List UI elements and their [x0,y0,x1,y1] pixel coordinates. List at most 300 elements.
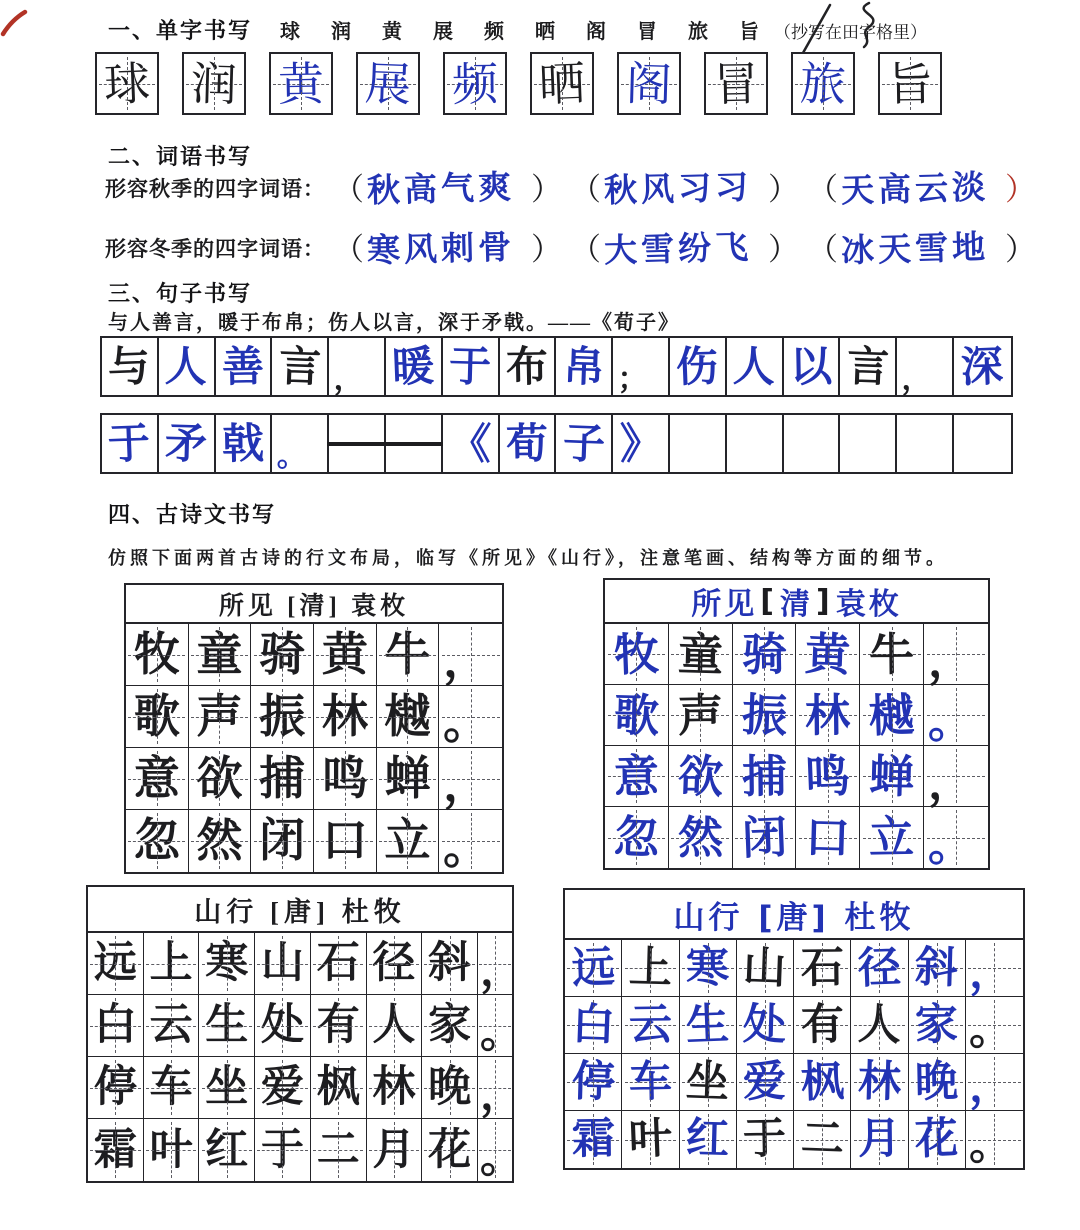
cell-character: 言 [277,340,322,392]
grid-cell [924,624,988,688]
grid-cell [478,1119,524,1183]
grid-cell [367,933,423,995]
cell-character: ， [480,948,524,996]
answer-group [333,163,562,210]
grid-cell [272,415,329,472]
cell-character: 荀 [505,418,549,468]
tian-cell [95,52,159,115]
grid-cell [840,338,897,395]
cell-character: 二 [799,1113,845,1165]
grid-cell [622,940,679,997]
word-row [105,158,1036,210]
grid-cell [954,415,1011,472]
tian-cell [182,52,246,115]
grid-cell [680,1054,737,1111]
cell-character: 石 [800,942,844,993]
grid-cell [966,997,1023,1054]
cell-character: 然 [196,815,243,866]
cell-character: 红 [685,1113,730,1165]
cell-character: 林 [805,688,851,742]
cell-character: 月 [372,1126,416,1174]
grid-cell [88,1057,144,1119]
cell-character: 欲 [676,748,724,804]
cell-character: 二 [316,1126,360,1174]
cell-character: 童 [196,628,243,680]
grid-cell [966,1111,1023,1171]
grid-cell [622,1054,679,1111]
word-row-label: 形容冬季的四字词语： [105,237,325,261]
cell-character: 霜 [571,1113,615,1165]
open-paren: （ [333,232,364,267]
grid-cell [737,1054,794,1111]
cell-character: 晚 [428,1064,472,1111]
cell-character: 口 [321,815,368,866]
answer-group [333,223,562,270]
cell-character: 牧 [133,628,180,680]
grid-cell [840,415,897,472]
grid-cell [784,415,841,472]
grid-cell [377,810,440,872]
grid-cell [102,415,159,472]
cell-character: 斜 [914,941,959,994]
cell-character: 人 [372,1002,416,1049]
cell-character: 枫 [799,1055,845,1108]
grid-shanxing-hand [563,888,1025,1170]
cell-character: ； [617,362,648,397]
grid-cell [102,338,159,395]
cell-character: 声 [677,688,724,742]
cell-character: 伤 [675,340,720,392]
grid-cell [255,995,311,1057]
answer-group [807,163,1036,210]
grid-cell [311,1119,367,1181]
cell-character: 人 [732,340,776,392]
cell-character: 白 [93,1002,137,1049]
grid-cell [737,997,794,1054]
grid-cell [478,995,524,1058]
grid-cell [377,686,440,748]
grid-cell [314,686,377,748]
cell-character: 润 [190,56,238,111]
cell-character: 闭 [259,815,306,866]
grid-cell [329,415,386,472]
grid-cell [311,933,367,995]
cell-character: 歌 [613,687,660,743]
cell-character: 月 [857,1113,902,1165]
cell-character: 晚 [914,1056,959,1107]
grid-cell [733,807,797,868]
grid-cell [311,995,367,1057]
grid-cell [796,624,860,685]
grid-cell [199,995,255,1057]
cell-character: 车 [628,1056,673,1107]
grid-cell [422,995,478,1057]
grid-cell [924,746,988,810]
cell-character: 欲 [196,752,243,804]
cell-character: 上 [628,941,673,994]
grid-cell [251,748,314,810]
cell-character: ， [969,1062,1013,1113]
grid-cell [377,624,440,686]
poem-title [88,887,512,933]
grid-cell [851,1111,908,1168]
grid-cell [126,624,189,686]
cell-character: 。 [443,697,490,749]
cell-character: 白 [570,998,616,1051]
cell-character: 。 [927,695,973,749]
section3-sentence: 与人善言，暖于布帛；伤人以言，深于矛戟。——《荀子》 [108,312,680,334]
tian-cell [356,52,420,115]
cell-character: 于 [448,340,492,392]
cell-character: 径 [372,940,416,987]
tian-cell [704,52,768,115]
cell-character: 停 [93,1064,137,1111]
word-rows [105,158,1036,278]
cell-character: ， [901,362,932,397]
cell-character: 红 [205,1126,249,1174]
cell-character: 与 [107,340,152,392]
cell-character: 处 [742,998,788,1051]
answer-group [570,223,799,270]
cell-character: 旅 [799,56,847,111]
grid-cell [199,1057,255,1119]
cell-character: ， [480,1072,524,1120]
grid-cell [251,624,314,686]
cell-character: 以 [789,341,833,391]
cell-character: 山 [260,940,304,987]
cell-character: 。 [927,818,973,872]
grid-cell [909,1054,966,1111]
cell-character: 山 [742,941,788,994]
grid-cell [622,1111,679,1168]
cell-character: 霜 [93,1126,137,1174]
cell-character: 林 [321,690,368,742]
grid-suojian-hand [603,578,990,870]
grid-cell [565,1111,622,1168]
grid-cell [909,1111,966,1168]
grid-cell [794,1111,851,1168]
cell-character: 布 [505,341,549,391]
grid-cell [670,338,727,395]
handwritten-answer: 天高云淡 [840,167,990,210]
grid-cell [216,415,273,472]
grid-cell [255,1119,311,1181]
grid-cell [670,415,727,472]
poem-title-segment: [ [760,583,777,619]
grid-cell [144,933,200,995]
handwritten-dash [384,442,443,446]
grid-cell [255,1057,311,1119]
poem-title-segment: 山行 [唐] 杜牧 [194,896,406,927]
grid-cell [556,415,613,472]
handwritten-answer: 秋高气爽 [366,167,516,210]
grid-cell [851,940,908,997]
cell-character: 于 [107,417,152,469]
close-paren: ） [531,172,562,207]
cell-character: 花 [914,1113,960,1165]
cell-character: 蝉 [868,748,915,804]
cell-character: 家 [428,1002,472,1049]
section1-note: （抄写在田字格里） [774,23,928,42]
close-paren: ） [768,172,799,207]
cell-character: 戟 [221,418,265,468]
sentence-grid-2 [100,413,1013,474]
grid-cell [860,746,924,807]
answer-group [570,163,799,210]
grid-cell [733,685,797,746]
cell-character: 牧 [612,626,660,682]
grid-suojian-print [124,583,504,874]
grid-cell [199,1119,255,1181]
grid-cell [189,748,252,810]
grid-cell [443,338,500,395]
poem-title-segment: 清 [780,587,813,622]
grid-cell [966,1054,1023,1111]
cell-character: 寒 [205,940,249,987]
handwritten-answer: 寒风刺骨 [366,227,516,270]
grid-cell [126,810,189,872]
grid-cell [88,1119,144,1181]
grid-cell [737,1111,794,1168]
cell-character: 车 [149,1064,193,1111]
grid-cell [622,997,679,1054]
cell-character: 黄 [804,626,852,682]
grid-cell [500,415,557,472]
grid-cell [199,933,255,995]
cell-character: 爱 [260,1064,304,1111]
cell-character: ， [443,635,490,687]
handwritten-dash [327,442,386,446]
cell-character: ， [927,634,973,688]
grid-cell [954,338,1011,395]
cell-character: 振 [259,690,306,742]
cell-character: 。 [480,1010,524,1058]
cell-character: 歌 [133,690,180,742]
grid-cell [386,338,443,395]
grid-cell [500,338,557,395]
cell-character: 。 [276,439,307,474]
answer-group [807,223,1036,270]
grid-cell [851,997,908,1054]
section1-character-list: 球 润 黄 展 频 晒 阁 冒 旅 旨 [280,21,773,43]
cell-character: 爱 [743,1056,787,1107]
cell-character: 矛 [164,417,208,469]
grid-cell [144,1057,200,1119]
grid-cell [680,940,737,997]
cell-character: 叶 [149,1126,193,1174]
cell-character: 阁 [625,56,673,111]
tian-grid [95,52,942,115]
grid-cell [794,940,851,997]
poem-title-segment: 袁枚 [835,587,902,622]
cell-character: 人 [856,998,902,1051]
poem-title-segment: 所见 [691,587,758,622]
cell-character: 骑 [741,627,788,681]
grid-cell [88,995,144,1057]
grid-cell [439,686,502,748]
grid-cell [796,685,860,746]
grid-cell [733,746,797,807]
handwritten-answer: 秋风习习 [603,167,753,210]
cell-character: 言 [845,340,890,392]
grid-cell [386,415,443,472]
poem-title-segment: 所见 [清] 袁枚 [218,592,410,620]
cell-character: 处 [260,1002,304,1049]
cell-character: 寒 [685,942,730,993]
grid-shanxing-print [86,885,524,1183]
grid-cell [189,686,252,748]
grid-cell [216,338,273,395]
word-row-label: 形容秋季的四字词语： [105,177,325,201]
section1-heading: 一、单字书写 [108,18,253,43]
grid-cell [897,415,954,472]
cell-character: 》 [619,418,662,468]
grid-cell [680,997,737,1054]
cell-character: ， [443,759,490,811]
grid-cell [556,338,613,395]
grid-cell [924,807,988,872]
cell-character: 展 [364,56,412,111]
poem-title [565,890,1023,940]
grid-cell [733,624,797,685]
poem-grid-body [605,624,988,872]
cell-character: 帛 [561,340,606,392]
cell-character: 骑 [259,628,306,680]
grid-cell [727,338,784,395]
tian-cell [878,52,942,115]
grid-cell [784,338,841,395]
cell-character: 牛 [384,628,431,680]
cell-character: 人 [164,340,208,392]
grid-cell [189,624,252,686]
grid-cell [794,997,851,1054]
grid-cell [796,746,860,807]
poem-grid-body [126,624,502,872]
grid-cell [314,810,377,872]
cell-character: 鸣 [804,748,852,804]
cell-character: 立 [384,815,431,866]
grid-cell [897,338,954,395]
open-paren: （ [333,172,364,207]
grid-cell [443,415,500,472]
cell-character: 云 [628,999,673,1050]
grid-cell [439,624,502,686]
grid-cell [565,997,622,1054]
grid-cell [860,807,924,868]
close-paren: ） [1005,172,1036,207]
cell-character: 生 [685,998,731,1051]
cell-character: 。 [969,1120,1013,1171]
grid-cell [613,338,670,395]
grid-cell [126,686,189,748]
word-row [105,218,1036,270]
cell-character: 远 [570,941,616,994]
grid-cell [478,933,524,996]
cell-character: 善 [221,341,265,391]
grid-cell [159,415,216,472]
cell-character: 樾 [384,690,431,742]
section4-heading: 四、古诗文书写 [108,502,277,527]
grid-cell [669,807,733,868]
cell-character: 叶 [627,1113,673,1165]
cell-character: ， [333,362,364,397]
tian-cell [617,52,681,115]
cell-character: 捕 [259,752,306,804]
close-paren: ） [768,232,799,267]
cell-character: 声 [196,690,243,742]
close-paren: ） [531,232,562,267]
cell-character: 牛 [868,627,915,681]
poem-title [605,580,988,624]
cell-character: 暖 [391,340,436,392]
open-paren: （ [807,172,838,207]
cell-character: 然 [677,810,724,865]
grid-cell [367,1057,423,1119]
cell-character: 有 [316,1002,360,1049]
grid-cell [966,940,1023,997]
poem-title [126,585,502,624]
tian-cell [791,52,855,115]
cell-character: 冒 [712,57,760,110]
cell-character: 坐 [205,1064,249,1111]
section4-instruction: 仿照下面两首古诗的行文布局，临写《所见》《山行》，注意笔画、结构等方面的细节。 [108,548,948,568]
cell-character: 立 [868,810,915,865]
cell-character: 坐 [685,1055,731,1108]
cell-character: 鸣 [321,752,368,804]
grid-cell [727,415,784,472]
cell-character: 忽 [612,810,660,865]
cell-character: 远 [93,940,137,987]
cell-character: 樾 [868,687,916,743]
cell-character: 频 [451,57,499,110]
cell-character: 林 [372,1064,416,1111]
cell-character: 石 [316,940,360,987]
grid-cell [272,338,329,395]
grid-cell [367,1119,423,1181]
tian-cell [443,52,507,115]
poem-title-segment: ] [816,583,833,619]
cell-character: 意 [133,752,180,804]
cell-character: 旨 [886,57,934,110]
red-check-mark [3,12,25,34]
grid-cell [314,748,377,810]
grid-cell [329,338,386,395]
grid-cell [251,686,314,748]
cell-character: 深 [960,340,1005,392]
close-paren: ） [1005,232,1036,267]
poem-grid-body [565,940,1023,1171]
cell-character: 于 [742,1113,787,1165]
cell-character: 晒 [538,56,586,111]
grid-cell [605,746,669,807]
grid-cell [565,940,622,997]
grid-cell [669,624,733,685]
open-paren: （ [570,172,601,207]
cell-character: 黄 [277,57,325,110]
grid-cell [565,1054,622,1111]
grid-cell [439,748,502,810]
section2-heading: 二、词语书写 [108,144,253,169]
cell-character: 意 [613,749,660,803]
grid-cell [794,1054,851,1111]
grid-cell [669,685,733,746]
cell-character: 径 [856,941,902,994]
cell-character: 球 [103,56,151,111]
cell-character: 《 [448,417,492,469]
open-paren: （ [807,232,838,267]
open-paren: （ [570,232,601,267]
grid-cell [422,1057,478,1119]
